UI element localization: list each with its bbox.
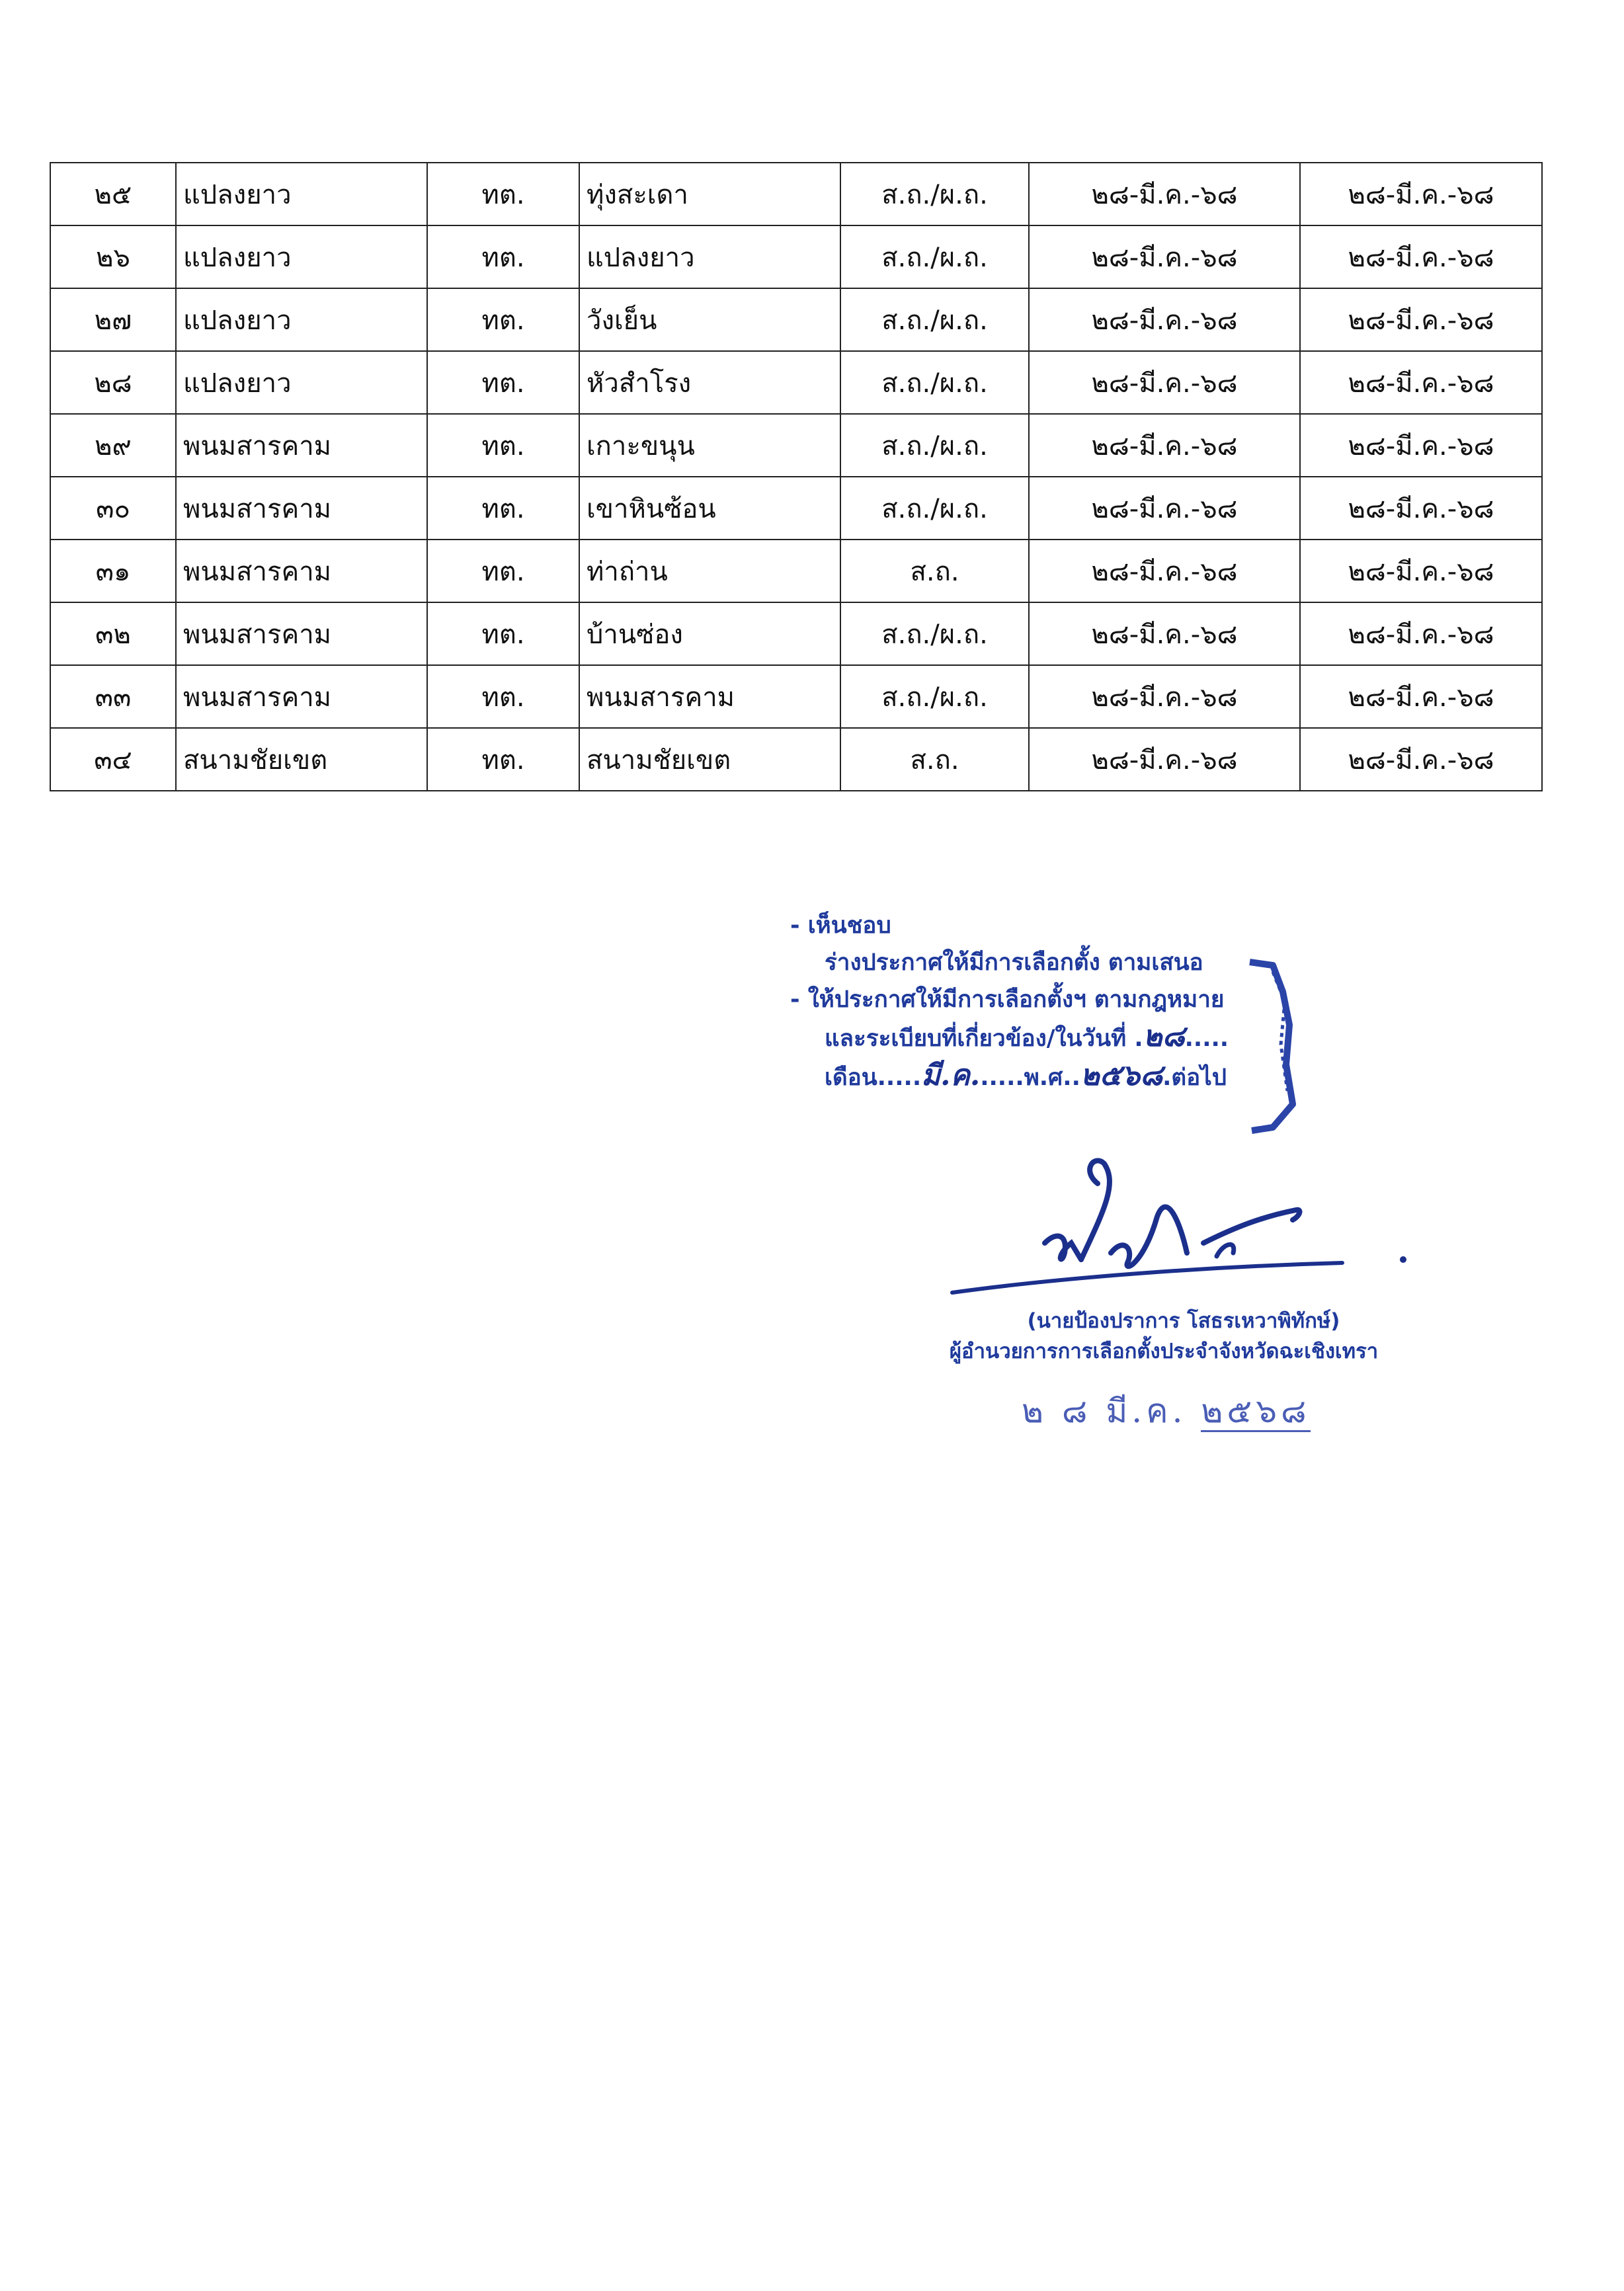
approval-line-3: - ให้ประกาศให้มีการเลือกตั้งฯ ตามกฎหมาย <box>790 986 1225 1013</box>
cell-position: ส.ถ./ผ.ถ. <box>840 477 1029 540</box>
cell-number: ๒๘ <box>50 351 176 414</box>
cell-date-1: ๒๘-มี.ค.-๖๘ <box>1029 540 1300 602</box>
cell-municipality: ท่าถ่าน <box>579 540 840 602</box>
cell-type: ทต. <box>427 602 579 665</box>
cell-date-2: ๒๘-มี.ค.-๖๘ <box>1300 540 1542 602</box>
cell-position: ส.ถ./ผ.ถ. <box>840 351 1029 414</box>
date-stamp-day-month: ๒ ๘ มี.ค. <box>1022 1392 1187 1430</box>
cell-number: ๒๙ <box>50 414 176 477</box>
cell-number: ๓๐ <box>50 477 176 540</box>
table-row <box>50 288 1542 351</box>
cell-date-1: ๒๘-มี.ค.-๖๘ <box>1029 225 1300 288</box>
cell-date-2: ๒๘-มี.ค.-๖๘ <box>1300 665 1542 728</box>
table-row <box>50 665 1542 728</box>
cell-date-1: ๒๘-มี.ค.-๖๘ <box>1029 665 1300 728</box>
table-row <box>50 477 1542 540</box>
approval-line-2: ร่างประกาศให้มีการเลือกตั้ง ตามเสนอ <box>825 949 1203 976</box>
approval-line-1: - เห็นชอบ <box>790 912 891 939</box>
cell-type: ทต. <box>427 288 579 351</box>
cell-district: พนมสารคาม <box>176 602 427 665</box>
approval-year-handwritten: ๒๕๖๘ <box>1080 1059 1163 1092</box>
signer-name: (นายป้องปราการ โสธรเหวาพิทักษ์) <box>1027 1309 1340 1333</box>
cell-municipality: เกาะขนุน <box>579 414 840 477</box>
cell-date-2: ๒๘-มี.ค.-๖๘ <box>1300 414 1542 477</box>
election-table <box>50 162 1543 791</box>
cell-municipality: หัวสำโรง <box>579 351 840 414</box>
table-row <box>50 540 1542 602</box>
cell-district: แปลงยาว <box>176 225 427 288</box>
cell-number: ๓๒ <box>50 602 176 665</box>
cell-number: ๒๗ <box>50 288 176 351</box>
cell-date-2: ๒๘-มี.ค.-๖๘ <box>1300 602 1542 665</box>
approval-note <box>790 907 1229 1096</box>
cell-date-1: ๒๘-มี.ค.-๖๘ <box>1029 728 1300 791</box>
table-row <box>50 163 1542 225</box>
cell-date-1: ๒๘-มี.ค.-๖๘ <box>1029 414 1300 477</box>
cell-type: ทต. <box>427 225 579 288</box>
cell-position: ส.ถ./ผ.ถ. <box>840 602 1029 665</box>
signer-block <box>939 1306 1389 1367</box>
table-row <box>50 728 1542 791</box>
cell-number: ๓๔ <box>50 728 176 791</box>
cell-municipality: พนมสารคาม <box>579 665 840 728</box>
cell-position: ส.ถ./ผ.ถ. <box>840 414 1029 477</box>
approval-suffix: ต่อไป <box>1171 1065 1227 1091</box>
signer-title: ผู้อำนวยการการเลือกตั้งประจำจังหวัดฉะเชิงเทรา <box>949 1340 1379 1363</box>
approval-month-handwritten: มี.ค. <box>921 1059 981 1092</box>
cell-district: แปลงยาว <box>176 351 427 414</box>
cell-position: ส.ถ. <box>840 540 1029 602</box>
table-row <box>50 225 1542 288</box>
cell-number: ๒๕ <box>50 163 176 225</box>
cell-date-1: ๒๘-มี.ค.-๖๘ <box>1029 477 1300 540</box>
cell-date-1: ๒๘-มี.ค.-๖๘ <box>1029 288 1300 351</box>
cell-date-2: ๒๘-มี.ค.-๖๘ <box>1300 288 1542 351</box>
cell-date-2: ๒๘-มี.ค.-๖๘ <box>1300 477 1542 540</box>
approval-year-label: พ.ศ. <box>1024 1065 1072 1091</box>
cell-district: สนามชัยเขต <box>176 728 427 791</box>
cell-date-2: ๒๘-มี.ค.-๖๘ <box>1300 225 1542 288</box>
cell-type: ทต. <box>427 540 579 602</box>
cell-municipality: แปลงยาว <box>579 225 840 288</box>
table-row <box>50 602 1542 665</box>
cell-position: ส.ถ./ผ.ถ. <box>840 665 1029 728</box>
cell-district: แปลงยาว <box>176 163 427 225</box>
approval-day-label: และระเบียบที่เกี่ยวข้อง/ในวันที่ <box>825 1025 1127 1052</box>
cell-date-1: ๒๘-มี.ค.-๖๘ <box>1029 351 1300 414</box>
cell-district: พนมสารคาม <box>176 414 427 477</box>
cell-date-2: ๒๘-มี.ค.-๖๘ <box>1300 728 1542 791</box>
cell-number: ๓๑ <box>50 540 176 602</box>
handwritten-signature <box>906 1144 1422 1303</box>
approval-month-label: เดือน <box>825 1065 877 1091</box>
approval-line-5: เดือน.....มี.ค......พ.ศ..๒๕๖๘.ต่อไป <box>825 1059 1227 1092</box>
cell-number: ๓๓ <box>50 665 176 728</box>
date-stamp <box>1022 1385 1311 1437</box>
cell-position: ส.ถ./ผ.ถ. <box>840 225 1029 288</box>
date-stamp-year: ๒๕๖๘ <box>1201 1392 1310 1432</box>
table-row <box>50 351 1542 414</box>
cell-date-1: ๒๘-มี.ค.-๖๘ <box>1029 163 1300 225</box>
cell-district: พนมสารคาม <box>176 665 427 728</box>
cell-municipality: สนามชัยเขต <box>579 728 840 791</box>
cell-position: ส.ถ. <box>840 728 1029 791</box>
approval-line-4: และระเบียบที่เกี่ยวข้อง/ในวันที่ .๒๘..... <box>825 1020 1229 1053</box>
cell-district: พนมสารคาม <box>176 477 427 540</box>
cell-type: ทต. <box>427 163 579 225</box>
cell-number: ๒๖ <box>50 225 176 288</box>
approval-stamp-border <box>1246 952 1299 1137</box>
cell-date-1: ๒๘-มี.ค.-๖๘ <box>1029 602 1300 665</box>
cell-municipality: เขาหินซ้อน <box>579 477 840 540</box>
table-row <box>50 414 1542 477</box>
cell-date-2: ๒๘-มี.ค.-๖๘ <box>1300 163 1542 225</box>
cell-type: ทต. <box>427 414 579 477</box>
cell-municipality: ทุ่งสะเดา <box>579 163 840 225</box>
cell-date-2: ๒๘-มี.ค.-๖๘ <box>1300 351 1542 414</box>
cell-type: ทต. <box>427 477 579 540</box>
cell-position: ส.ถ./ผ.ถ. <box>840 163 1029 225</box>
cell-type: ทต. <box>427 728 579 791</box>
cell-position: ส.ถ./ผ.ถ. <box>840 288 1029 351</box>
cell-type: ทต. <box>427 351 579 414</box>
approval-day-handwritten: ๒๘ <box>1143 1020 1185 1053</box>
cell-municipality: วังเย็น <box>579 288 840 351</box>
cell-district: แปลงยาว <box>176 288 427 351</box>
cell-type: ทต. <box>427 665 579 728</box>
cell-district: พนมสารคาม <box>176 540 427 602</box>
cell-municipality: บ้านซ่อง <box>579 602 840 665</box>
election-table-body <box>50 163 1542 791</box>
